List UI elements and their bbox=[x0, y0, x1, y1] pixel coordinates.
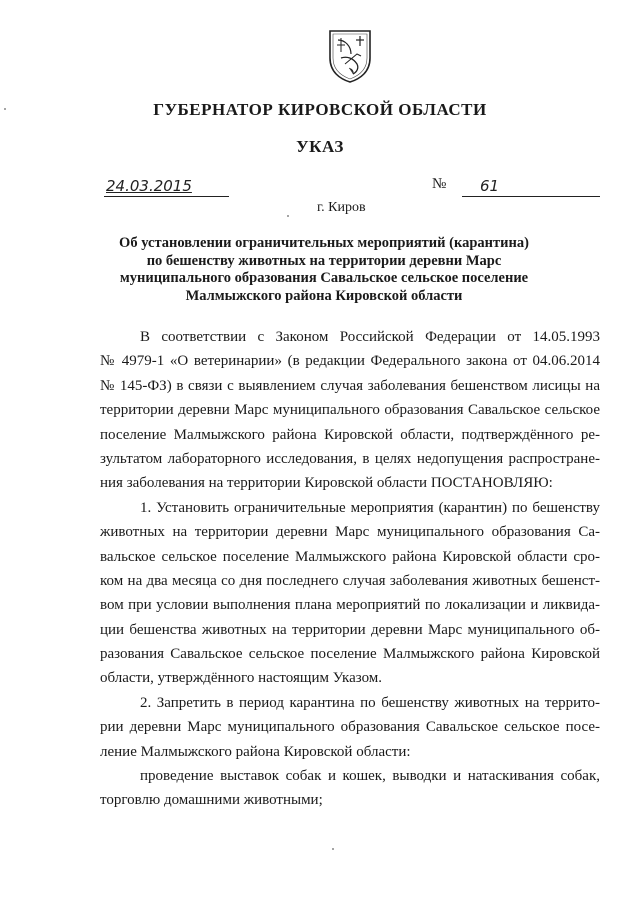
body-line: ния заболевания на территории Кировской области ПОСТАНОВЛЯЮ: bbox=[100, 475, 553, 492]
subject-line: муниципального образования Савальское сельское поселение bbox=[119, 270, 529, 286]
item-2-subitem-paragraph bbox=[100, 764, 600, 813]
document-subject bbox=[118, 235, 530, 305]
document-date: 24.03.2015 bbox=[106, 177, 192, 195]
body-line: области, утверждённого настоящим Указом. bbox=[100, 670, 383, 687]
document-type: УКАЗ bbox=[296, 137, 344, 156]
scan-artifact bbox=[332, 848, 334, 850]
subject-line: Малмыжского района Кировской области bbox=[185, 287, 463, 304]
body-line: вом при условии выполнения плана мероприятий по локализации и ликвида- bbox=[100, 597, 600, 614]
number-field bbox=[462, 174, 600, 197]
issue-city: г. Киров bbox=[317, 200, 366, 215]
body-line: ции бешенства животных на территории деревни Марс муниципального об- bbox=[100, 621, 600, 638]
body-line: разования Савальское сельское поселение Малмыжского района Кировской bbox=[100, 646, 600, 663]
item-1-paragraph bbox=[100, 496, 600, 691]
body-line: поселение Малмыжского района Кировской области, подтверждённого ре- bbox=[100, 426, 600, 443]
preamble-paragraph bbox=[100, 325, 600, 496]
number-sign: № bbox=[432, 176, 447, 192]
body-line: 2. Запретить в период карантина по бешенству животных на террито- bbox=[140, 694, 600, 711]
kirov-region-coat-of-arms-icon bbox=[327, 28, 373, 84]
body-line: рии деревни Марс муниципального образования Савальское сельское посе- bbox=[100, 719, 600, 736]
body-line: В соответствии с Законом Российской Федерации от 14.05.1993 bbox=[140, 329, 600, 345]
date-field bbox=[104, 174, 229, 197]
body-line: проведение выставок собак и кошек, выводки и натаскивания собак, bbox=[140, 768, 600, 785]
scan-artifact bbox=[287, 215, 289, 217]
item-2-paragraph bbox=[100, 691, 600, 764]
body-line: № 4979-1 «О ветеринарии» (в редакции Федерального закона от 04.06.2014 bbox=[100, 353, 600, 370]
body-line: торговлю домашними животными; bbox=[100, 792, 323, 809]
document-number: 61 bbox=[480, 177, 500, 195]
body-line: вальское сельское поселение Малмыжского района Кировской области сро- bbox=[100, 548, 600, 565]
body-line: ком на два месяца со дня последнего случая заболевания животных бешенст- bbox=[100, 572, 600, 589]
subject-line: по бешенству животных на территории деревни Марс bbox=[146, 252, 502, 269]
body-line: животных на территории деревни Марс муниципального образования Са- bbox=[100, 524, 600, 541]
subject-line: Об установлении ограничительных мероприятий (карантина) bbox=[119, 235, 529, 251]
body-line: № 145-ФЗ) в связи с выявлением случая заболевания бешенством лисицы на bbox=[100, 377, 600, 394]
body-line: территории деревни Марс муниципального образования Савальское сельское bbox=[100, 402, 600, 419]
body-line: ление Малмыжского района Кировской области: bbox=[100, 743, 411, 760]
issuing-authority: ГУБЕРНАТОР КИРОВСКОЙ ОБЛАСТИ bbox=[153, 100, 487, 119]
scan-artifact bbox=[4, 108, 6, 110]
document-body bbox=[100, 325, 600, 813]
body-line: зультатом лабораторного исследования, в целях недопущения распростране- bbox=[100, 450, 600, 467]
body-line: 1. Установить ограничительные мероприятия (карантин) по бешенству bbox=[140, 499, 600, 516]
